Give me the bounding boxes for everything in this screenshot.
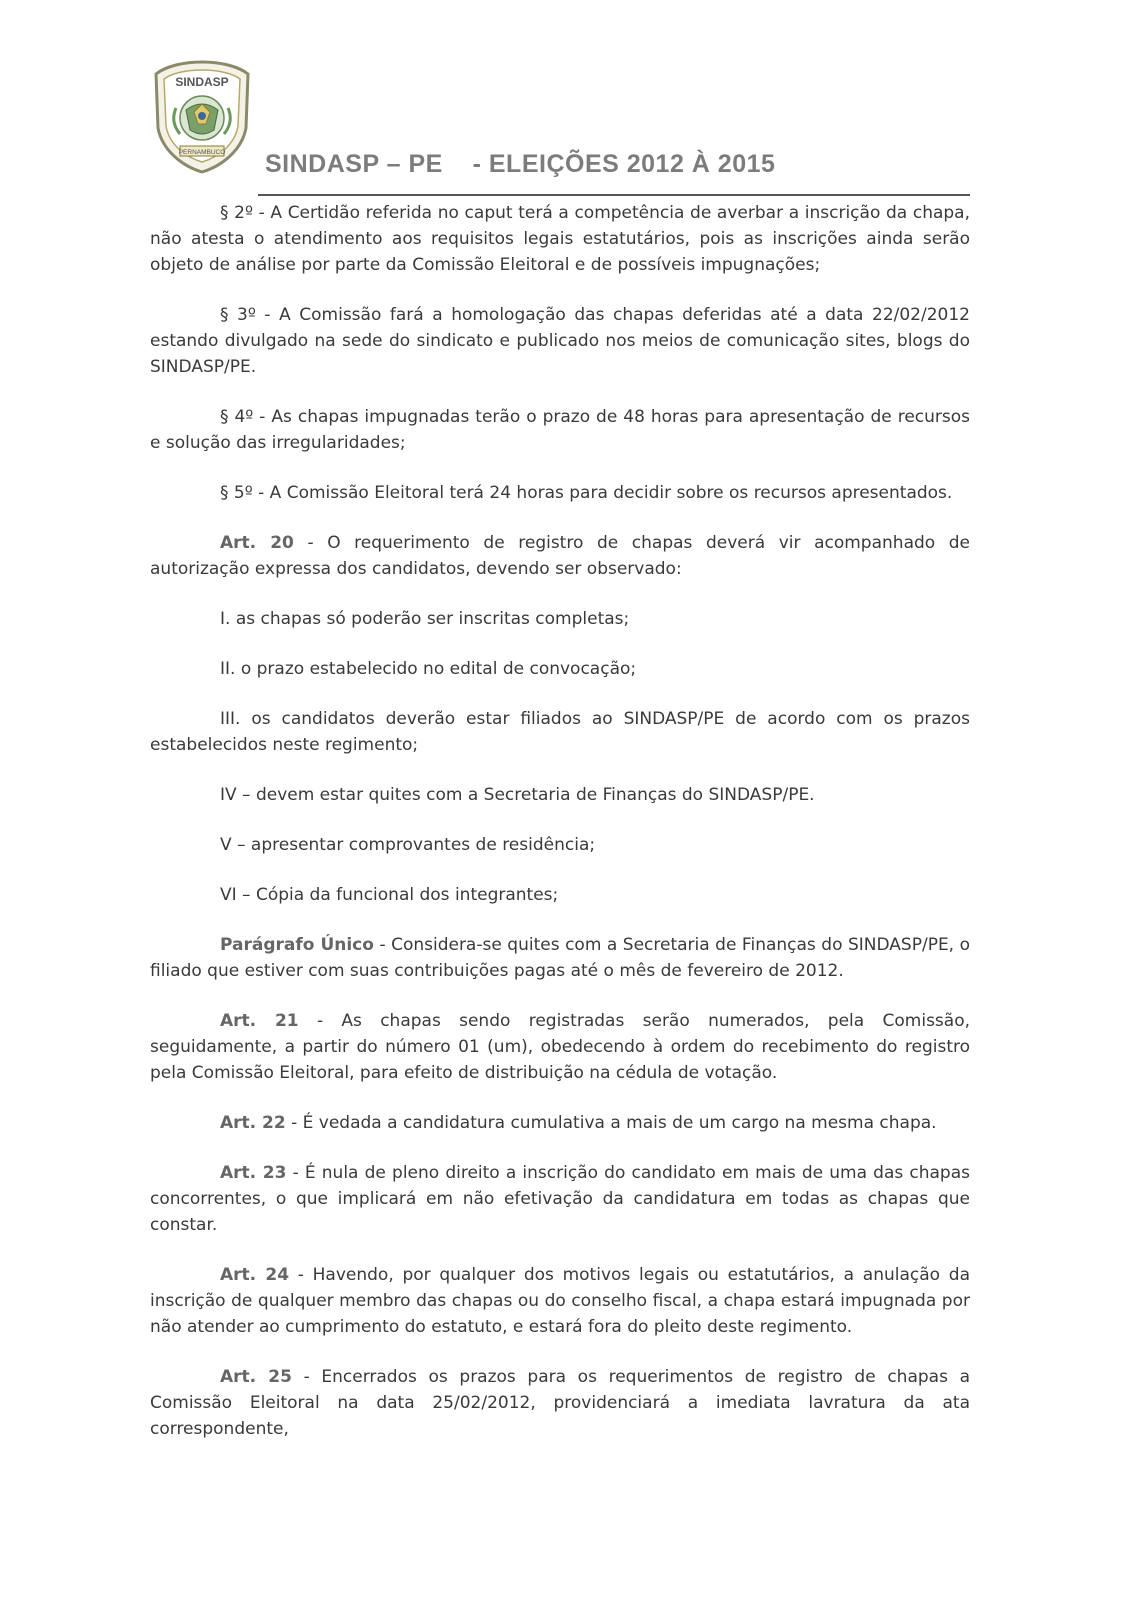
article-20-text: - O requerimento de registro de chapas deverá vir acompanhado de autorização expressa dos candidatos, devendo ser observado: [150,533,971,579]
article-24 [150,1262,970,1340]
paragraph-4-label: § 4º [220,407,254,427]
article-23-text: - É nula de pleno direito a inscrição do candidato em mais de uma das chapas concorrentes, o que implicará em não efetivação da candidatura em todas as chapas que constar. [150,1163,970,1235]
article-21-text: - As chapas sendo registradas serão numerados, pela Comissão, seguidamente, a partir do número 01 (um), obedecendo à ordem do recebimento do registro pela Comissão Eleitoral, para efeito de distribuição na cédula de votação. [150,1011,971,1083]
article-20-item-v: V – apresentar comprovantes de residência; [220,835,596,855]
article-23-label: Art. 23 [220,1163,287,1183]
paragraph-5 [150,480,970,506]
article-20-item-iv: IV – devem estar quites com a Secretaria de Finanças do SINDASP/PE. [220,785,815,805]
article-21 [150,1008,970,1086]
paragraph-2-text: - A Certidão referida no caput terá a competência de averbar a inscrição da chapa, não atesta o atendimento aos requisitos legais estatutários, pois as inscrições ainda serão objeto de análise por parte da Comissão Eleitoral e de possíveis impugnações; [150,203,971,275]
article-20-item-i: I. as chapas só poderão ser inscritas completas; [220,609,630,629]
paragraph-4 [150,404,970,456]
article-20-label: Art. 20 [220,533,294,553]
paragraph-3-label: § 3º [220,305,256,325]
logo-text-bottom: PERNAMBUCO [178,149,226,156]
article-24-text: - Havendo, por qualquer dos motivos legais ou estatutários, a anulação da inscrição de qualquer membro das chapas ou do conselho fiscal, a chapa estará impugnada por não atender ao cumprimento do estatuto, e estará fora do pleito deste regimento. [150,1265,970,1337]
paragrafo-unico [150,932,970,984]
paragraph-2 [150,200,970,278]
paragraph-3-text: - A Comissão fará a homologação das chapas deferidas até a data 22/02/2012 estando divulgado na sede do sindicato e publicado nos meios de comunicação sites, blogs do SINDASP/PE. [150,305,970,377]
logo-text-top: SINDASP [175,75,229,89]
article-20-item-iii: III. os candidatos deverão estar filiados ao SINDASP/PE de acordo com os prazos estabelecidos neste regimento; [150,709,970,755]
article-22 [150,1110,970,1136]
article-23 [150,1160,970,1238]
article-20-item-ii: II. o prazo estabelecido no edital de convocação; [220,659,637,679]
article-21-label: Art. 21 [220,1011,299,1031]
document-body [150,200,970,1442]
header-divider [258,194,970,196]
paragrafo-unico-label: Parágrafo Único [220,935,374,955]
paragraph-5-label: § 5º [220,483,253,503]
article-25 [150,1364,970,1442]
article-20-item-vi: VI – Cópia da funcional dos integrantes; [220,885,559,905]
article-22-label: Art. 22 [220,1113,286,1133]
paragrafo-unico-text: - Considera-se quites com a Secretaria de Finanças do SINDASP/PE, o filiado que estiver com suas contribuições pagas até o mês de fevereiro de 2012. [150,935,970,981]
paragraph-2-label: § 2º [220,203,253,223]
article-25-text: - Encerrados os prazos para os requerimentos de registro de chapas a Comissão Eleitoral na data 25/02/2012, providenciará a imediata lavratura da ata correspondente, [150,1367,971,1439]
paragraph-3 [150,302,970,380]
paragraph-4-text: - As chapas impugnadas terão o prazo de 48 horas para apresentação de recursos e solução das irregularidades; [150,407,970,453]
paragraph-5-text: - A Comissão Eleitoral terá 24 horas para decidir sobre os recursos apresentados. [252,483,953,503]
article-24-label: Art. 24 [220,1265,290,1285]
document-header-title: SINDASP – PE - ELEIÇÕES 2012 À 2015 [265,150,776,178]
article-20 [150,530,970,582]
sindasp-badge-logo [150,58,254,176]
article-22-text: - É vedada a candidatura cumulativa a mais de um cargo na mesma chapa. [285,1113,937,1133]
article-25-label: Art. 25 [220,1367,292,1387]
